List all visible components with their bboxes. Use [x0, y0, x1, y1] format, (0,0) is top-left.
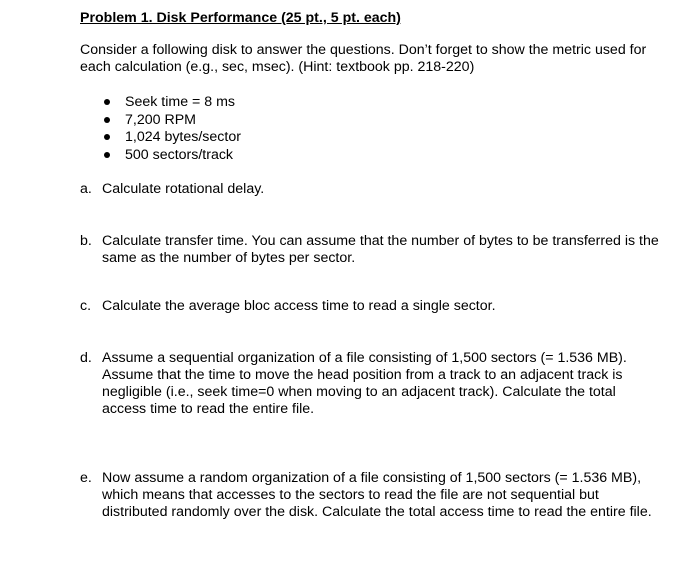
- question-e: [80, 470, 680, 521]
- spec-text: 7,200 RPM: [125, 111, 196, 128]
- question-letter: a.: [80, 181, 92, 197]
- question-text: Assume a sequential organization of a file consisting of 1,500 sectors (= 1.536 MB). Assume that the time to move the head position from a track to an adjacent track is negligible (i.e., seek time=0 when moving to an adjacent track). Calculate the total access time to read the entire file.: [102, 350, 627, 417]
- spec-bytes-per-sector: [103, 129, 241, 147]
- question-a: [80, 181, 680, 198]
- spec-text: 1,024 bytes/sector: [125, 129, 241, 146]
- question-text: Calculate the average bloc access time to read a single sector.: [102, 298, 496, 314]
- question-text: Calculate transfer time. You can assume that the number of bytes to be transferred is the same as the number of bytes per sector.: [102, 233, 659, 266]
- bullet-icon: [104, 134, 110, 140]
- spec-rpm: [103, 112, 241, 130]
- question-b: [80, 233, 680, 267]
- disk-spec-list: [103, 94, 241, 164]
- bullet-icon: [104, 99, 110, 105]
- spec-seek-time: [103, 94, 241, 112]
- question-d: [80, 350, 680, 418]
- spec-sectors-per-track: [103, 147, 241, 165]
- question-letter: e.: [80, 470, 92, 486]
- spec-text: Seek time = 8 ms: [125, 94, 235, 110]
- question-letter: b.: [80, 233, 92, 249]
- bullet-icon: [104, 152, 110, 158]
- question-c: [80, 298, 680, 315]
- bullet-icon: [104, 117, 110, 123]
- question-letter: d.: [80, 350, 92, 366]
- spec-text: 500 sectors/track: [125, 146, 234, 163]
- question-text: Calculate rotational delay.: [102, 181, 265, 197]
- question-letter: c.: [80, 298, 92, 314]
- problem-intro: Consider a following disk to answer the questions. Don’t forget to show the metric used for each calculation (e.g., sec, msec). (Hint: textbook pp. 218-220): [80, 42, 647, 75]
- question-text: Now assume a random organization of a file consisting of 1,500 sectors (= 1.536 MB), which means that accesses to the sectors to read the file are not sequential but distributed randomly over the disk. Calculate the total access time to read the entire file.: [102, 470, 652, 520]
- problem-title: Problem 1. Disk Performance (25 pt., 5 pt. each): [80, 10, 401, 26]
